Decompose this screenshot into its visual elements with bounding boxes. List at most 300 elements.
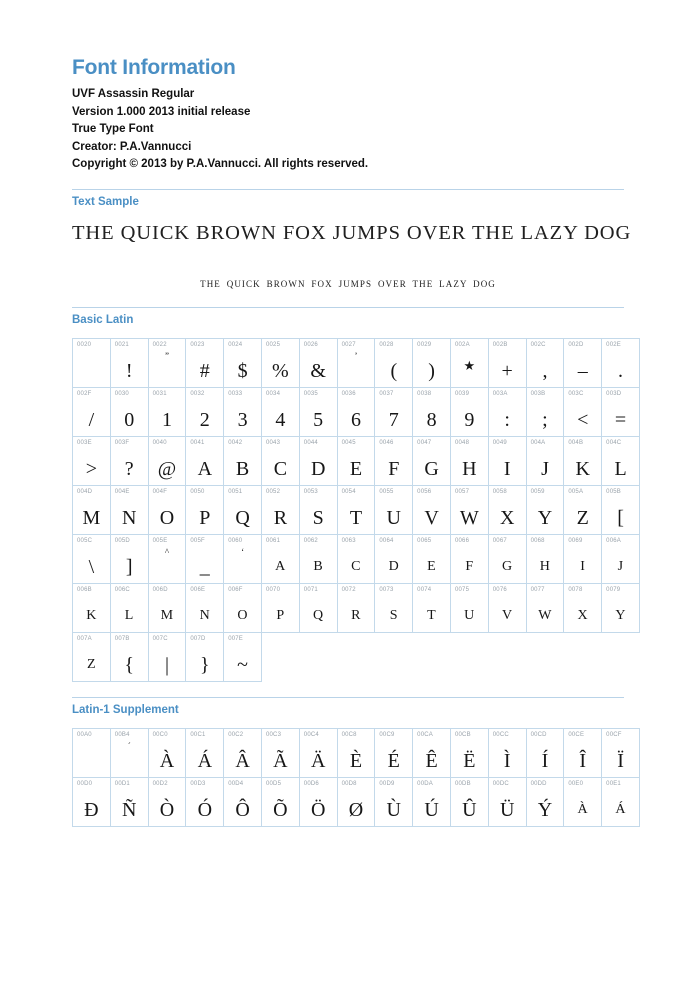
glyph-character: ^ [164, 546, 170, 557]
glyph-cell[interactable] [413, 436, 451, 485]
glyph-character: 2 [199, 408, 210, 431]
glyph-cell[interactable] [261, 583, 299, 632]
glyph-character: P [199, 506, 211, 529]
codepoint-label: 0038 [417, 390, 432, 397]
glyph-cell-empty [375, 632, 413, 681]
glyph-cell[interactable] [261, 728, 299, 777]
glyph-row [73, 485, 640, 534]
glyph-cell[interactable] [148, 777, 186, 826]
glyph-cell[interactable] [110, 387, 148, 436]
glyph-character: B [235, 457, 250, 480]
glyph-character: , [542, 359, 548, 382]
glyph-cell[interactable] [299, 728, 337, 777]
glyph-cell[interactable] [148, 583, 186, 632]
codepoint-label: 004B [568, 439, 584, 446]
codepoint-label: 00E1 [606, 780, 621, 787]
glyph-character: 5 [313, 408, 324, 431]
glyph-cell[interactable] [224, 436, 262, 485]
codepoint-label: 0061 [265, 537, 281, 544]
glyph-character: Ê [425, 749, 438, 772]
glyph-cell[interactable] [450, 338, 488, 387]
codepoint-label: 006C [114, 586, 130, 593]
glyph-character: Û [462, 798, 477, 821]
glyph-character: P [276, 607, 285, 623]
glyph-cell[interactable] [450, 777, 488, 826]
glyph-cell[interactable] [224, 485, 262, 534]
glyph-cell[interactable] [602, 728, 640, 777]
glyph-cell[interactable] [261, 387, 299, 436]
glyph-character: Ã [273, 749, 288, 772]
glyph-cell[interactable] [73, 436, 111, 485]
codepoint-label: 002D [568, 341, 584, 348]
glyph-character: G [501, 558, 513, 574]
glyph-character: ’ [354, 350, 358, 361]
glyph-cell[interactable] [488, 583, 526, 632]
codepoint-label: 00DB [454, 780, 471, 787]
glyph-character: _ [199, 555, 210, 578]
glyph-character: ) [428, 359, 435, 382]
glyph-character: 9 [464, 408, 475, 431]
section-heading-latin1-supplement: Latin-1 Supplement [72, 703, 179, 716]
glyph-character: [ [617, 506, 624, 529]
glyph-cell[interactable] [73, 534, 111, 583]
glyph-cell[interactable] [261, 534, 299, 583]
codepoint-label: 003F [114, 439, 130, 446]
glyph-cell[interactable] [186, 485, 224, 534]
glyph-cell[interactable] [261, 436, 299, 485]
codepoint-label: 0037 [379, 390, 394, 397]
glyph-cell[interactable] [564, 338, 602, 387]
text-sample-small: THE QUICK BROWN FOX JUMPS OVER THE LAZY DOG [200, 278, 496, 289]
section-divider-text-sample [72, 189, 624, 190]
glyph-table-latin1-supplement [72, 728, 640, 827]
codepoint-label: 007D [190, 635, 206, 642]
glyph-cell[interactable] [450, 436, 488, 485]
glyph-cell[interactable] [413, 728, 451, 777]
glyph-cell[interactable] [186, 436, 224, 485]
glyph-cell[interactable] [526, 338, 564, 387]
codepoint-label: 0054 [341, 488, 356, 495]
codepoint-label: 00D9 [379, 780, 395, 787]
codepoint-label: 0042 [228, 439, 243, 446]
glyph-cell[interactable] [110, 338, 148, 387]
glyph-character: Ø [348, 798, 364, 821]
page-title: Font Information [72, 56, 236, 79]
glyph-cell[interactable] [337, 338, 375, 387]
glyph-character: ! [125, 359, 133, 382]
glyph-cell[interactable] [337, 728, 375, 777]
glyph-cell[interactable] [564, 583, 602, 632]
glyph-cell[interactable] [224, 777, 262, 826]
glyph-character: Ý [537, 798, 553, 821]
glyph-cell[interactable] [299, 485, 337, 534]
glyph-character: R [351, 607, 361, 623]
glyph-cell[interactable] [110, 485, 148, 534]
glyph-cell[interactable] [224, 583, 262, 632]
glyph-character: ] [125, 555, 133, 578]
codepoint-label: 0067 [492, 537, 507, 544]
glyph-cell[interactable] [186, 387, 224, 436]
glyph-cell[interactable] [375, 387, 413, 436]
codepoint-label: 005D [114, 537, 130, 544]
glyph-cell[interactable] [73, 387, 111, 436]
glyph-character: $ [237, 359, 248, 382]
glyph-character: Ú [424, 798, 439, 821]
text-sample-large: THE QUICK BROWN FOX JUMPS OVER THE LAZY DOG [72, 221, 632, 244]
codepoint-label: 006A [606, 537, 621, 544]
glyph-cell[interactable] [564, 777, 602, 826]
glyph-cell[interactable] [450, 534, 488, 583]
glyph-character: H [462, 457, 477, 480]
glyph-character: Ó [197, 798, 213, 821]
glyph-row [73, 338, 640, 387]
glyph-cell[interactable] [602, 387, 640, 436]
glyph-cell[interactable] [337, 583, 375, 632]
codepoint-label: 00DD [530, 780, 547, 787]
glyph-cell[interactable] [148, 728, 186, 777]
glyph-character: { [124, 653, 134, 676]
glyph-cell[interactable] [602, 777, 640, 826]
metadata-copyright: Copyright © 2013 by P.A.Vannucci. All rights reserved. [72, 158, 369, 170]
glyph-cell[interactable] [488, 777, 526, 826]
glyph-cell[interactable] [488, 728, 526, 777]
glyph-character: N [199, 607, 210, 623]
glyph-cell[interactable] [337, 387, 375, 436]
glyph-character: ; [542, 408, 548, 431]
glyph-character: U [386, 506, 401, 529]
codepoint-label: 00C3 [265, 731, 282, 738]
glyph-cell[interactable] [186, 338, 224, 387]
glyph-character: K [575, 457, 590, 480]
glyph-cell[interactable] [564, 485, 602, 534]
glyph-character: R [273, 506, 288, 529]
glyph-cell[interactable] [110, 436, 148, 485]
glyph-character: 8 [426, 408, 437, 431]
codepoint-label: 0029 [417, 341, 432, 348]
codepoint-label: 00CC [492, 731, 509, 738]
glyph-character: Õ [273, 798, 288, 821]
glyph-cell[interactable] [602, 338, 640, 387]
codepoint-label: 003C [568, 390, 584, 397]
glyph-cell-empty [413, 632, 451, 681]
glyph-character: Ü [499, 798, 515, 821]
glyph-cell[interactable] [73, 728, 111, 777]
glyph-cell[interactable] [261, 777, 299, 826]
codepoint-label: 003D [606, 390, 622, 397]
glyph-cell[interactable] [602, 485, 640, 534]
glyph-cell[interactable] [299, 534, 337, 583]
glyph-character: } [199, 653, 210, 676]
glyph-cell[interactable] [337, 485, 375, 534]
codepoint-label: 006F [228, 586, 243, 593]
glyph-cell[interactable] [602, 436, 640, 485]
glyph-character: S [389, 607, 398, 623]
glyph-character: < [577, 408, 589, 431]
glyph-cell-empty [488, 632, 526, 681]
glyph-cell[interactable] [148, 485, 186, 534]
glyph-cell[interactable] [564, 436, 602, 485]
glyph-character: > [85, 457, 98, 480]
glyph-cell[interactable] [526, 728, 564, 777]
codepoint-label: 00D2 [152, 780, 168, 787]
glyph-character: ´ [127, 740, 131, 751]
glyph-cell[interactable] [261, 338, 299, 387]
glyph-character: + [501, 359, 513, 382]
glyph-character: Q [312, 607, 324, 623]
glyph-cell[interactable] [299, 583, 337, 632]
glyph-cell[interactable] [375, 534, 413, 583]
glyph-character: X [577, 607, 588, 623]
glyph-cell-empty [299, 632, 337, 681]
codepoint-label: 00DA [417, 780, 433, 787]
glyph-character: ” [164, 350, 169, 361]
glyph-cell[interactable] [110, 777, 148, 826]
glyph-character: M [160, 607, 174, 623]
glyph-cell[interactable] [488, 338, 526, 387]
glyph-character: 7 [388, 408, 399, 431]
glyph-cell[interactable] [375, 728, 413, 777]
codepoint-label: 00D0 [77, 780, 93, 787]
glyph-cell[interactable] [602, 583, 640, 632]
glyph-character: M [82, 506, 101, 529]
glyph-cell[interactable] [488, 387, 526, 436]
glyph-cell[interactable] [488, 436, 526, 485]
glyph-cell[interactable] [526, 436, 564, 485]
codepoint-label: 0076 [492, 586, 507, 593]
glyph-cell[interactable] [110, 534, 148, 583]
glyph-cell[interactable] [450, 485, 488, 534]
glyph-row [73, 583, 640, 632]
glyph-character: 0 [124, 408, 135, 431]
glyph-character: Ö [310, 798, 326, 821]
glyph-character: V [424, 506, 439, 529]
codepoint-label: 0031 [152, 390, 167, 397]
glyph-cell[interactable] [224, 338, 262, 387]
glyph-character: À [577, 801, 588, 817]
glyph-cell[interactable] [602, 534, 640, 583]
glyph-character: ‘ [241, 546, 245, 557]
codepoint-label: 006D [152, 586, 168, 593]
codepoint-label: 0065 [417, 537, 432, 544]
glyph-cell[interactable] [224, 632, 262, 681]
glyph-character: | [164, 653, 169, 676]
section-heading-text-sample: Text Sample [72, 195, 139, 208]
glyph-cell[interactable] [73, 583, 111, 632]
metadata-font-type: True Type Font [72, 123, 154, 135]
glyph-cell[interactable] [337, 534, 375, 583]
glyph-cell[interactable] [526, 777, 564, 826]
glyph-character: W [538, 607, 552, 623]
glyph-cell[interactable] [73, 485, 111, 534]
glyph-cell[interactable] [375, 777, 413, 826]
glyph-cell[interactable] [110, 728, 148, 777]
glyph-cell[interactable] [148, 632, 186, 681]
glyph-character: E [427, 558, 436, 574]
glyph-character: Ñ [121, 798, 137, 821]
glyph-cell[interactable] [299, 777, 337, 826]
metadata-version: Version 1.000 2013 initial release [72, 105, 251, 118]
glyph-character: J [541, 457, 549, 480]
glyph-cell[interactable] [375, 436, 413, 485]
glyph-character: U [464, 607, 475, 623]
glyph-table-basic-latin [72, 338, 640, 682]
codepoint-label: 0063 [341, 537, 356, 544]
glyph-character: Y [537, 506, 553, 529]
glyph-cell[interactable] [375, 485, 413, 534]
codepoint-label: 0024 [228, 341, 243, 348]
glyph-cell[interactable] [224, 387, 262, 436]
glyph-character: È [349, 749, 363, 772]
glyph-cell[interactable] [148, 534, 186, 583]
glyph-character: A [197, 457, 213, 480]
glyph-cell[interactable] [148, 338, 186, 387]
codepoint-label: 0068 [530, 537, 545, 544]
glyph-character: Ð [84, 798, 99, 821]
codepoint-label: 0064 [379, 537, 394, 544]
glyph-cell[interactable] [488, 485, 526, 534]
glyph-character: ( [390, 359, 398, 382]
glyph-character: I [503, 457, 511, 480]
codepoint-label: 0043 [265, 439, 281, 446]
glyph-cell[interactable] [526, 485, 564, 534]
glyph-cell[interactable] [337, 436, 375, 485]
glyph-character: L [124, 607, 134, 623]
glyph-cell[interactable] [73, 777, 111, 826]
glyph-cell[interactable] [413, 534, 451, 583]
glyph-cell[interactable] [564, 534, 602, 583]
codepoint-label: 005F [190, 537, 205, 544]
glyph-cell[interactable] [110, 583, 148, 632]
glyph-character: : [504, 408, 510, 431]
glyph-cell[interactable] [413, 583, 451, 632]
codepoint-label: 004A [530, 439, 546, 446]
codepoint-label: 00CE [568, 731, 585, 738]
glyph-cell[interactable] [148, 436, 186, 485]
glyph-character: ~ [237, 653, 248, 676]
glyph-cell[interactable] [261, 485, 299, 534]
codepoint-label: 00C9 [379, 731, 395, 738]
glyph-cell-empty [526, 632, 564, 681]
glyph-character: D [388, 558, 399, 574]
codepoint-label: 00D4 [228, 780, 244, 787]
codepoint-label: 00D1 [114, 780, 130, 787]
glyph-cell[interactable] [73, 338, 111, 387]
glyph-character: C [273, 457, 288, 480]
glyph-cell[interactable] [186, 728, 224, 777]
codepoint-label: 005E [152, 537, 168, 544]
glyph-character: À [159, 749, 175, 772]
glyph-cell[interactable] [488, 534, 526, 583]
glyph-cell[interactable] [375, 338, 413, 387]
glyph-cell[interactable] [224, 534, 262, 583]
glyph-character: 1 [161, 408, 172, 431]
glyph-cell[interactable] [186, 583, 224, 632]
glyph-cell[interactable] [299, 436, 337, 485]
glyph-character: É [387, 749, 400, 772]
codepoint-label: 00C1 [190, 731, 206, 738]
glyph-cell[interactable] [73, 632, 111, 681]
glyph-cell[interactable] [224, 728, 262, 777]
glyph-character: . [618, 359, 624, 382]
codepoint-label: 005B [606, 488, 621, 495]
section-divider-basic-latin [72, 307, 624, 308]
codepoint-label: 002B [492, 341, 508, 348]
glyph-cell[interactable] [413, 387, 451, 436]
glyph-cell[interactable] [526, 387, 564, 436]
glyph-cell[interactable] [450, 583, 488, 632]
glyph-cell[interactable] [299, 338, 337, 387]
glyph-row [73, 534, 640, 583]
glyph-cell[interactable] [110, 632, 148, 681]
codepoint-label: 00D8 [341, 780, 357, 787]
section-divider-latin1-supplement [72, 697, 624, 698]
glyph-character: O [159, 506, 175, 529]
glyph-character: V [501, 607, 513, 623]
glyph-character: Ï [617, 749, 624, 772]
codepoint-label: 0020 [77, 341, 92, 348]
codepoint-label: 007E [228, 635, 244, 642]
codepoint-label: 0074 [417, 586, 432, 593]
glyph-cell[interactable] [148, 387, 186, 436]
codepoint-label: 0048 [454, 439, 470, 446]
glyph-row [73, 387, 640, 436]
glyph-cell[interactable] [450, 387, 488, 436]
codepoint-label: 0069 [568, 537, 583, 544]
codepoint-label: 0032 [190, 390, 205, 397]
glyph-character: S [312, 506, 324, 529]
glyph-cell[interactable] [564, 387, 602, 436]
glyph-cell[interactable] [337, 777, 375, 826]
glyph-character: Q [235, 506, 250, 529]
glyph-character: & [310, 359, 326, 382]
glyph-cell[interactable] [450, 728, 488, 777]
glyph-character: @ [157, 457, 177, 480]
codepoint-label: 002A [454, 341, 470, 348]
glyph-cell[interactable] [526, 583, 564, 632]
codepoint-label: 004C [606, 439, 622, 446]
glyph-cell[interactable] [186, 777, 224, 826]
glyph-character: C [351, 558, 361, 574]
glyph-cell[interactable] [413, 485, 451, 534]
glyph-cell[interactable] [413, 338, 451, 387]
codepoint-label: 0021 [114, 341, 129, 348]
glyph-cell-empty [337, 632, 375, 681]
glyph-cell[interactable] [186, 534, 224, 583]
codepoint-label: 0078 [568, 586, 583, 593]
glyph-character: Â [235, 749, 250, 772]
glyph-character: J [617, 558, 624, 574]
glyph-cell[interactable] [526, 534, 564, 583]
glyph-row [73, 777, 640, 826]
glyph-cell[interactable] [375, 583, 413, 632]
glyph-character: Ô [235, 798, 250, 821]
glyph-cell[interactable] [413, 777, 451, 826]
glyph-cell[interactable] [299, 387, 337, 436]
glyph-cell[interactable] [564, 728, 602, 777]
codepoint-label: 0070 [265, 586, 281, 593]
codepoint-label: 002F [77, 390, 92, 397]
codepoint-label: 00CF [606, 731, 622, 738]
glyph-cell[interactable] [186, 632, 224, 681]
glyph-character: B [313, 558, 323, 574]
codepoint-label: 0023 [190, 341, 205, 348]
glyph-character: Ë [463, 749, 476, 772]
glyph-row [73, 632, 640, 681]
glyph-character: F [388, 457, 400, 480]
codepoint-label: 007A [77, 635, 92, 642]
codepoint-label: 0058 [492, 488, 507, 495]
codepoint-label: 006B [77, 586, 92, 593]
